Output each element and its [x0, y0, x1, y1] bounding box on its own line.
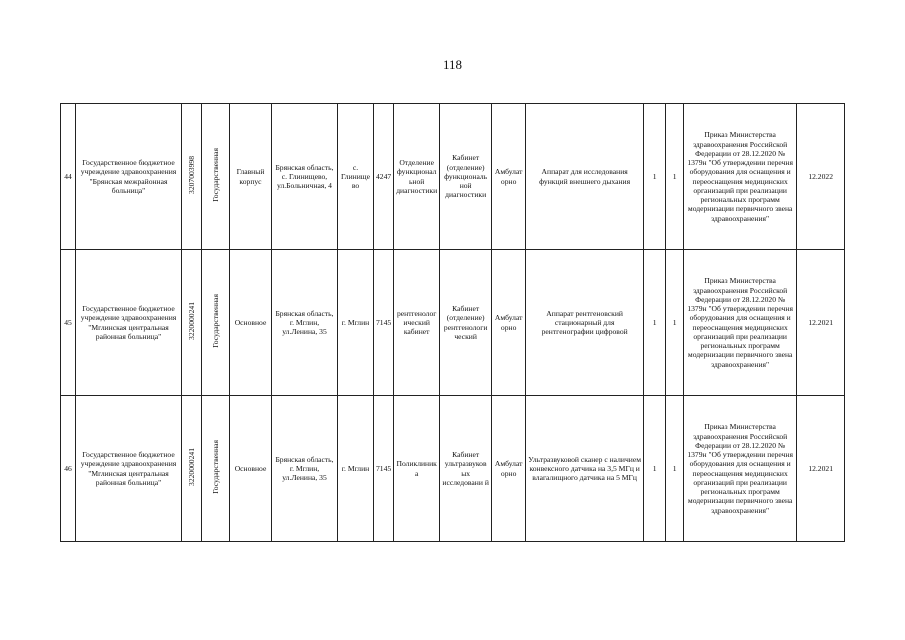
- row-number: 46: [61, 396, 76, 542]
- code-cell: 4247: [374, 104, 394, 250]
- cabinet-cell: Кабинет (отделение) рентгенологи ческий: [440, 250, 492, 396]
- date-cell: 12.2021: [797, 250, 845, 396]
- address-cell: Брянская область, г. Мглин, ул.Ленина, 35: [272, 396, 338, 542]
- department-cell: Поликлиник а: [394, 396, 440, 542]
- cabinet-cell: Кабинет (отделение) функциональ ной диагностики: [440, 104, 492, 250]
- equipment-cell: Ультразвуковой сканер с наличием конвексного датчика на 3,5 МГц и влагалищного датчика на 5 МГц: [526, 396, 644, 542]
- locality-cell: г. Мглин: [338, 250, 374, 396]
- ownership-value: Государственная: [210, 294, 220, 349]
- table-row: [61, 250, 845, 396]
- inn-cell: [182, 250, 202, 396]
- locality-cell: г. Мглин: [338, 396, 374, 542]
- care-type-cell: Амбулат орно: [492, 104, 526, 250]
- table-row: [61, 104, 845, 250]
- row-number: 44: [61, 104, 76, 250]
- cabinet-cell: Кабинет ультразвуков ых исследовани й: [440, 396, 492, 542]
- ownership-cell: [202, 396, 230, 542]
- qty1-cell: 1: [644, 396, 666, 542]
- equipment-table: [60, 103, 845, 542]
- qty2-cell: 1: [666, 396, 684, 542]
- locality-cell: с. Глинище во: [338, 104, 374, 250]
- department-cell: рентгенолог ический кабинет: [394, 250, 440, 396]
- date-cell: 12.2022: [797, 104, 845, 250]
- department-cell: Отделение функционал ьной диагностики: [394, 104, 440, 250]
- institution-name: Государственное бюджетное учреждение здравоохранения "Брянская межрайонная больница": [76, 104, 182, 250]
- qty1-cell: 1: [644, 104, 666, 250]
- ownership-cell: [202, 250, 230, 396]
- ownership-value: Государственная: [210, 148, 220, 203]
- building-cell: Главный корпус: [230, 104, 272, 250]
- institution-name: Государственное бюджетное учреждение здравоохранения "Мглинская центральная районная больница": [76, 250, 182, 396]
- institution-name: Государственное бюджетное учреждение здравоохранения "Мглинская центральная районная больница": [76, 396, 182, 542]
- address-cell: Брянская область, с. Глинищево, ул.Больничная, 4: [272, 104, 338, 250]
- ownership-value: Государственная: [210, 440, 220, 495]
- inn-cell: [182, 396, 202, 542]
- inn-value: 3220000241: [186, 302, 196, 341]
- table-row: [61, 396, 845, 542]
- code-cell: 7145: [374, 250, 394, 396]
- qty1-cell: 1: [644, 250, 666, 396]
- care-type-cell: Амбулат орно: [492, 250, 526, 396]
- equipment-cell: Аппарат рентгеновский стационарный для рентгенографии цифровой: [526, 250, 644, 396]
- ownership-cell: [202, 104, 230, 250]
- care-type-cell: Амбулат орно: [492, 396, 526, 542]
- building-cell: Основное: [230, 396, 272, 542]
- inn-cell: [182, 104, 202, 250]
- basis-cell: Приказ Министерства здравоохранения Российской Федерации от 28.12.2020 № 1379н "Об утверждении перечня оборудования для оснащения и переоснащения медицинских организаций при реализации региональных программ модернизации первичного звена здравоохранения": [684, 104, 797, 250]
- qty2-cell: 1: [666, 104, 684, 250]
- date-cell: 12.2021: [797, 396, 845, 542]
- qty2-cell: 1: [666, 250, 684, 396]
- basis-cell: Приказ Министерства здравоохранения Российской Федерации от 28.12.2020 № 1379н "Об утверждении перечня оборудования для оснащения и переоснащения медицинских организаций при реализации региональных программ модернизации первичного звена здравоохранения": [684, 250, 797, 396]
- inn-value: 3207003998: [186, 156, 196, 195]
- row-number: 45: [61, 250, 76, 396]
- building-cell: Основное: [230, 250, 272, 396]
- inn-value: 3220000241: [186, 448, 196, 487]
- basis-cell: Приказ Министерства здравоохранения Российской Федерации от 28.12.2020 № 1379н "Об утверждении перечня оборудования для оснащения и переоснащения медицинских организаций при реализации региональных программ модернизации первичного звена здравоохранения": [684, 396, 797, 542]
- address-cell: Брянская область, г. Мглин, ул.Ленина, 35: [272, 250, 338, 396]
- page-number: 118: [442, 57, 463, 72]
- equipment-cell: Аппарат для исследования функций внешнего дыхания: [526, 104, 644, 250]
- code-cell: 7145: [374, 396, 394, 542]
